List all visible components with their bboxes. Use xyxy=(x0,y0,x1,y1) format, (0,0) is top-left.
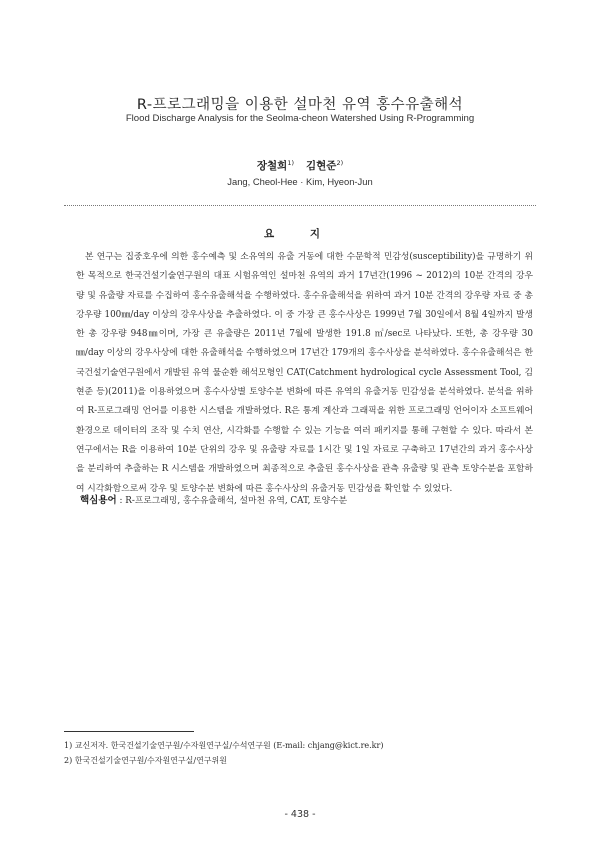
keywords-line xyxy=(80,492,530,506)
keywords-label: 핵심용어 xyxy=(80,495,117,506)
authors-korean xyxy=(0,158,600,173)
keywords-text: : R-프로그래밍, 홍수유출해석, 설마천 유역, CAT, 토양수분 xyxy=(116,496,348,506)
footnote-divider xyxy=(64,731,194,732)
abstract-heading: 요 지 xyxy=(264,228,336,240)
paper-title-korean: R-프로그래밍을 이용한 설마천 유역 홍수유출해석 xyxy=(136,97,464,113)
author-2-mark: 2) xyxy=(336,159,344,167)
dotted-divider xyxy=(64,205,536,206)
abstract-body: 본 연구는 집중호우에 의한 홍수예측 및 소유역의 유출 거동에 대한 수문학적 민감성(susceptibility)을 규명하기 위한 목적으로 한국건설기술연구원의 대표 시험유역인 설마천 유역의 과거 17년간(1996 ~ 2012)의 10분 간격의 강우량 및 유출량 자료를 수집하여 홍수유출해석을 수행하였다. 홍수유출해석을 위하여 과거 10분 간격의 강우량 자료 중 총 강우량 100㎜/day 이상의 강우사상을 추출하였다. 이 중 가장 큰 홍수사상은 1999년 7월 30일에서 8월 4일까지 발생한 총 강우량 948㎜이며, 가장 큰 유출량은 2011년 7월에 발생한 191.8 ㎥/sec로 나타났다. 또한, 총 강우량 30㎜/day 이상의 강우사상에 대한 유출해석을 수행하였으며 17년간 179개의 홍수사상을 분석하였다. 홍수유출해석은 한국건설기술연구원에서 개발된 유역 물순환 해석모형인 CAT(Catchment hydrological cycle Assessment Tool, 김현준 등)(2011)을 이용하였으며 홍수사상별 토양수분 변화에 따른 유역의 유출거동 민감성을 분석하였다. 분석을 위하여 R-프로그래밍 언어를 이용한 시스템을 개발하였다. R은 통계 계산과 그래픽을 위한 프로그래밍 언어이자 소프트웨어 환경으로 데이터의 조작 및 수치 연산, 시각화를 수행할 수 있는 기능을 여러 패키지를 통해 구현할 수 있다. 따라서 본 연구에서는 R을 이용하여 10분 단위의 강우 및 유출량 자료를 1시간 및 1일 자료로 구축하고 17년간의 과거 홍수사상을 분리하여 추출하는 R 시스템을 개발하였으며 최종적으로 추출된 홍수사상을 관측 유출량 및 관측 토양수분을 포함하여 시각화함으로써 강우 및 토양수분 변화에 따른 홍수사상의 유출거동 민감성을 확인할 수 있었다. xyxy=(76,252,534,494)
author-1-name: 장철희 xyxy=(256,160,288,172)
author-2-name: 김현준 xyxy=(306,160,337,172)
authors-english: Jang, Cheol-Hee · Kim, Hyeon-Jun xyxy=(227,176,373,187)
page-number: - 438 - xyxy=(284,809,316,820)
footnote-1: 1) 교신저자. 한국건설기술연구원/수자원연구실/수석연구원 (E-mail: chjang@kict.re.kr) xyxy=(64,741,384,750)
author-1-mark: 1) xyxy=(287,159,294,167)
footnote-2: 2) 한국건설기술연구원/수자원연구실/연구위원 xyxy=(64,756,227,765)
paper-title-english: Flood Discharge Analysis for the Seolma-cheon Watershed Using R-Programming xyxy=(125,113,475,124)
